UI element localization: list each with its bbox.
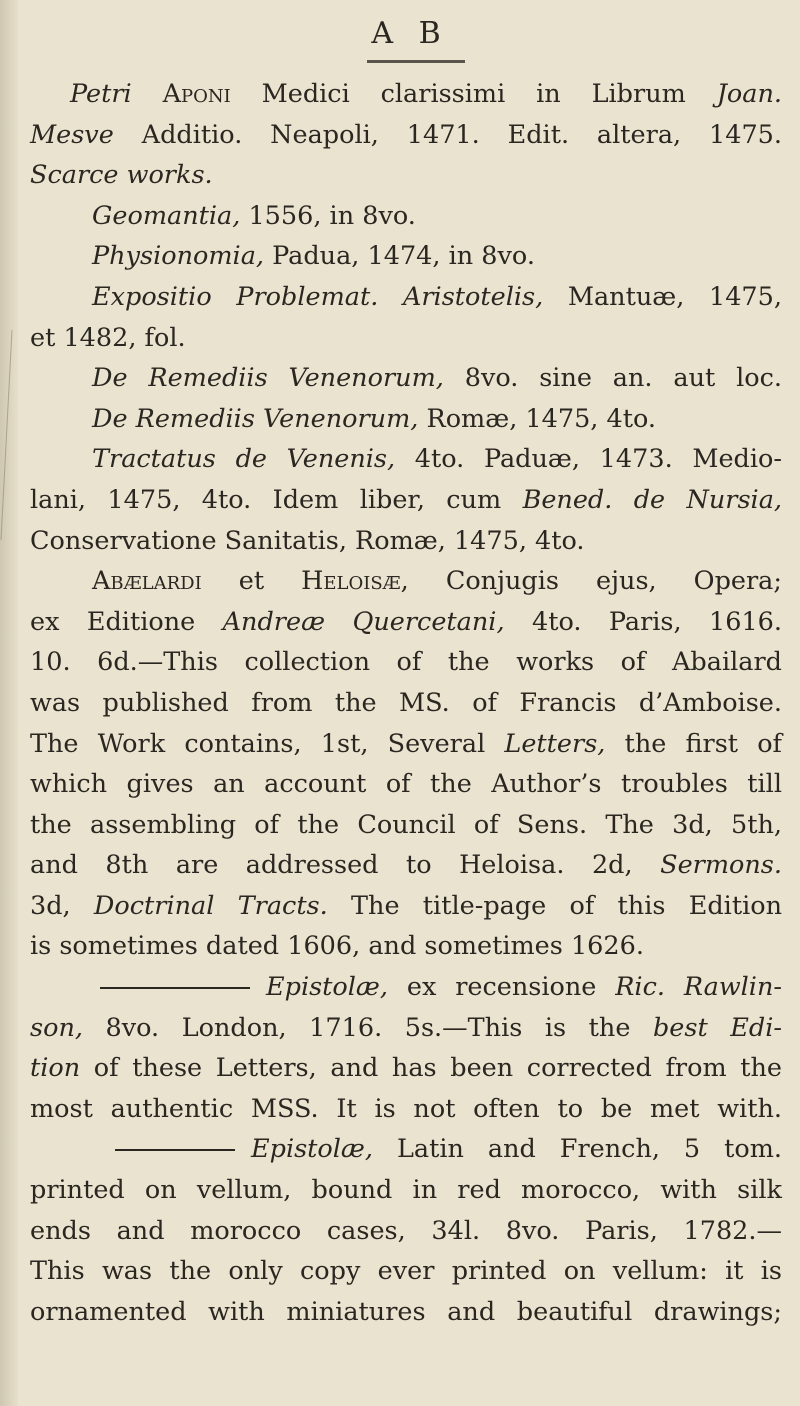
text-line: was published from the MS. of Francis d’Amboise. xyxy=(30,687,782,718)
text-line: ex Editione Andreæ Quercetani, 4to. Paris, 1616. xyxy=(30,606,783,637)
text-line: 3d, Doctrinal Tracts. The title-page of this Edition xyxy=(30,890,783,921)
text-line: Petri Aponi Medici clarissimi in Librum Joan. xyxy=(70,79,782,109)
text-line: which gives an account of the Author’s troubles till xyxy=(30,769,782,800)
text-line: This was the only copy ever printed on vellum: it is xyxy=(30,1256,782,1287)
text-line: ornamented with miniatures and beautiful drawings; xyxy=(30,1296,782,1327)
entry-tractatus xyxy=(30,439,782,561)
text-line: et 1482, fol. xyxy=(30,322,186,353)
ditto-dash xyxy=(115,1149,235,1151)
text-line: Epistolæ, Latin and French, 5 tom. xyxy=(30,1129,782,1170)
entry-de-remediis-1 xyxy=(30,358,782,399)
entry-apono-additio xyxy=(30,74,782,196)
text-line: and 8th are addressed to Heloisa. 2d, Sermons. xyxy=(30,850,782,881)
text-line: is sometimes dated 1606, and sometimes 1626. xyxy=(30,931,644,962)
text-line: ends and morocco cases, 34l. 8vo. Paris, 1782.— xyxy=(30,1215,782,1246)
text-line: Mesve Additio. Neapoli, 1471. Edit. altera, 1475. xyxy=(30,119,782,150)
entry-expositio xyxy=(30,277,782,358)
text-line: most authentic MSS. It is not often to be met with. xyxy=(30,1093,782,1124)
entry-epistolae-vellum xyxy=(30,1129,782,1332)
text-line: the assembling of the Council of Sens. The 3d, 5th, xyxy=(30,809,782,840)
text-line: Scarce works. xyxy=(30,160,213,191)
text-line: Tractatus de Venenis, 4to. Paduæ, 1473. Medio- xyxy=(92,444,783,475)
ditto-dash xyxy=(100,987,250,989)
text-line: De Remediis Venenorum, Romæ, 1475, 4to. xyxy=(92,403,656,434)
text-line: Expositio Problemat. Aristotelis, Mantuæ, 1475, xyxy=(92,281,782,312)
text-line: The Work contains, 1st, Several Letters, the first of xyxy=(30,728,782,759)
text-line: De Remediis Venenorum, 8vo. sine an. aut loc. xyxy=(92,363,782,394)
text-line: son, 8vo. London, 1716. 5s.—This is the best Edi- xyxy=(30,1012,782,1043)
entry-epistolae-rawlinson xyxy=(30,967,782,1129)
text-line: 10. 6d.—This collection of the works of Abailard xyxy=(30,647,782,678)
entry-de-remediis-2 xyxy=(30,399,782,440)
page-body xyxy=(30,40,782,1332)
text-line: Conservatione Sanitatis, Romæ, 1475, 4to. xyxy=(30,525,585,556)
text-line: Abælardi et Heloisæ, Conjugis ejus, Opera; xyxy=(92,566,782,597)
text-line: Epistolæ, ex recensione Ric. Rawlin- xyxy=(30,967,782,1008)
entry-geomantia xyxy=(30,196,782,237)
text-line: lani, 1475, 4to. Idem liber, cum Bened. de Nursia, xyxy=(30,484,782,515)
page-edge-shadow xyxy=(0,0,18,1406)
entry-physionomia xyxy=(30,236,782,277)
running-header: A B xyxy=(371,16,449,51)
text-line: Physionomia, Padua, 1474, in 8vo. xyxy=(92,241,535,272)
text-line: Geomantia, 1556, in 8vo. xyxy=(92,200,416,231)
text-line: tion of these Letters, and has been corrected from the xyxy=(30,1053,782,1084)
entry-abaelardi xyxy=(30,561,782,967)
text-line: printed on vellum, bound in red morocco, with silk xyxy=(30,1175,782,1206)
